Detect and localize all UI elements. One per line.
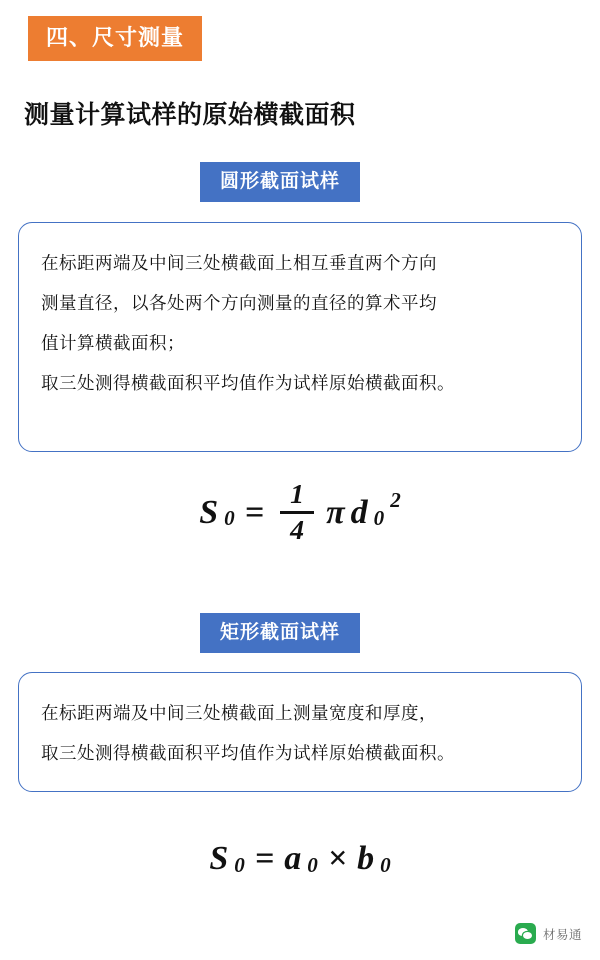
formula-symbol: S bbox=[209, 840, 229, 877]
section-tag: 四、尺寸测量 bbox=[28, 16, 202, 61]
footer-account-name: 材易通 bbox=[542, 927, 582, 942]
formula-variable: d bbox=[350, 493, 368, 531]
formula-pi: π bbox=[326, 493, 345, 531]
subtitle-round-section: 圆形截面试样 bbox=[200, 162, 360, 202]
content-line: 在标距两端及中间三处横截面上相互垂直两个方向 bbox=[41, 253, 437, 273]
content-box-round bbox=[18, 222, 582, 452]
formula-equals: = bbox=[254, 840, 275, 877]
content-line: 测量直径，以各处两个方向测量的直径的算术平均 bbox=[41, 293, 437, 313]
content-line: 取三处测得横截面积平均值作为试样原始横截面积。 bbox=[41, 373, 455, 393]
formula-factor-b: b bbox=[357, 840, 375, 877]
formula-factor-b-subscript: 0 bbox=[380, 852, 391, 877]
formula-symbol-subscript: 0 bbox=[234, 852, 245, 877]
formula-times: × bbox=[327, 840, 348, 877]
content-line: 取三处测得横截面积平均值作为试样原始横截面积。 bbox=[41, 743, 455, 763]
formula-symbol: S bbox=[199, 493, 219, 531]
formula-variable-subscript: 0 bbox=[373, 506, 385, 531]
content-line: 值计算横截面积； bbox=[41, 333, 185, 353]
formula-rect-area bbox=[0, 840, 600, 878]
formula-fraction bbox=[280, 480, 314, 545]
fraction-denominator: 4 bbox=[290, 514, 305, 546]
content-line: 在标距两端及中间三处横截面上测量宽度和厚度， bbox=[41, 703, 437, 723]
subtitle-rect-section: 矩形截面试样 bbox=[200, 613, 360, 653]
formula-symbol-subscript: 0 bbox=[224, 506, 235, 531]
footer-watermark bbox=[515, 923, 582, 944]
formula-round-area bbox=[0, 480, 600, 545]
formula-equals: = bbox=[244, 493, 265, 531]
fraction-numerator: 1 bbox=[290, 479, 305, 510]
formula-factor-a: a bbox=[284, 840, 302, 877]
formula-variable-superscript: 2 bbox=[390, 488, 401, 513]
content-box-rect bbox=[18, 672, 582, 792]
formula-factor-a-subscript: 0 bbox=[307, 852, 318, 877]
wechat-icon bbox=[515, 923, 536, 944]
page-title: 测量计算试样的原始横截面积 bbox=[24, 101, 356, 129]
